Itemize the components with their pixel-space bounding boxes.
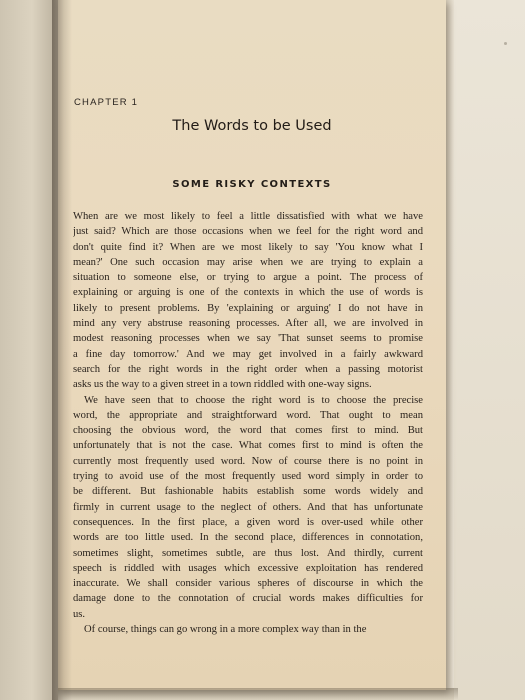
text-line: currently most frequently used word. Now of course there is no point in bbox=[73, 455, 423, 467]
page-stack-edge bbox=[446, 0, 454, 688]
text-line: inaccurate. We shall consider various spheres of discourse in which the bbox=[73, 578, 423, 590]
text-line: When are we most likely to feel a little dissatisfied with what we have bbox=[73, 211, 423, 222]
text-line: consequences. In the first place, a given word is over-used while other bbox=[73, 516, 423, 528]
text-line: mean?' One such occasion may arise when we are trying to explain a bbox=[73, 256, 423, 268]
chapter-title: The Words to be Used bbox=[172, 118, 332, 134]
text-line: us. bbox=[73, 608, 86, 620]
book-gutter-shadow bbox=[52, 0, 72, 700]
text-line: firmly in current usage to the neglect of others. And that has unfortunate bbox=[73, 501, 423, 513]
page-bottom-shadow bbox=[58, 688, 458, 700]
text-line: a fine day tomorrow.' And we may get involved in a fairly awkward bbox=[73, 348, 423, 360]
text-line: choosing the obvious word, the word that comes first to mind. But bbox=[73, 425, 423, 437]
text-line: We have seen that to choose the right word is to choose the precise bbox=[84, 394, 423, 406]
book-page bbox=[58, 0, 446, 690]
text-line: be different. But fashionable habits establish some words widely and bbox=[73, 486, 423, 498]
text-line: word, the appropriate and straightforward word. That ought to mean bbox=[73, 409, 423, 421]
text-line: damage done to the connotation of crucial words makes difficulties for bbox=[73, 593, 423, 605]
speck bbox=[504, 42, 507, 45]
paragraph bbox=[73, 622, 423, 637]
text-line: speech is riddled with usages which excessive exploitation has rendered bbox=[73, 562, 423, 574]
text-line: likely to present problems. By 'explaining or arguing' I do not have in bbox=[73, 302, 423, 314]
text-line: sometimes slight, sometimes subtle, are thus lost. And thirdly, current bbox=[73, 547, 423, 559]
body-text bbox=[73, 209, 423, 637]
background-surface bbox=[454, 0, 525, 700]
text-line: asks us the way to a given street in a town riddled with one-way signs. bbox=[73, 379, 372, 391]
paragraph bbox=[73, 209, 423, 393]
text-line: words are too little used. In the second place, differences in connotation, bbox=[73, 532, 423, 544]
section-heading: SOME RISKY CONTEXTS bbox=[172, 179, 332, 190]
text-line: explaining or arguing is one of the contexts in which the use of words is bbox=[73, 287, 423, 299]
text-line: situation to someone else, or trying to argue a point. The process of bbox=[73, 272, 423, 284]
text-line: search for the right words in the right order when a passing motorist bbox=[73, 363, 423, 375]
text-line: just said? Which are those occasions when we feel for the right word and bbox=[73, 226, 423, 238]
left-page-edge bbox=[0, 0, 58, 700]
paragraph bbox=[73, 393, 423, 622]
text-line: trying to avoid use of the most frequently used word simply in order to bbox=[73, 471, 423, 483]
text-line: don't quite find it? When are we most likely to say 'You know what I bbox=[73, 241, 423, 253]
text-line: unfortunately that is not the case. What comes first to mind is often the bbox=[73, 440, 423, 452]
text-line: modest reasoning processes when we say 'That sunset seems to promise bbox=[73, 333, 423, 345]
text-line: mind any very abstruse reasoning processes. After all, we are involved in bbox=[73, 318, 423, 330]
chapter-label: CHAPTER 1 bbox=[74, 97, 139, 108]
text-line: Of course, things can go wrong in a more complex way than in the bbox=[84, 624, 367, 636]
